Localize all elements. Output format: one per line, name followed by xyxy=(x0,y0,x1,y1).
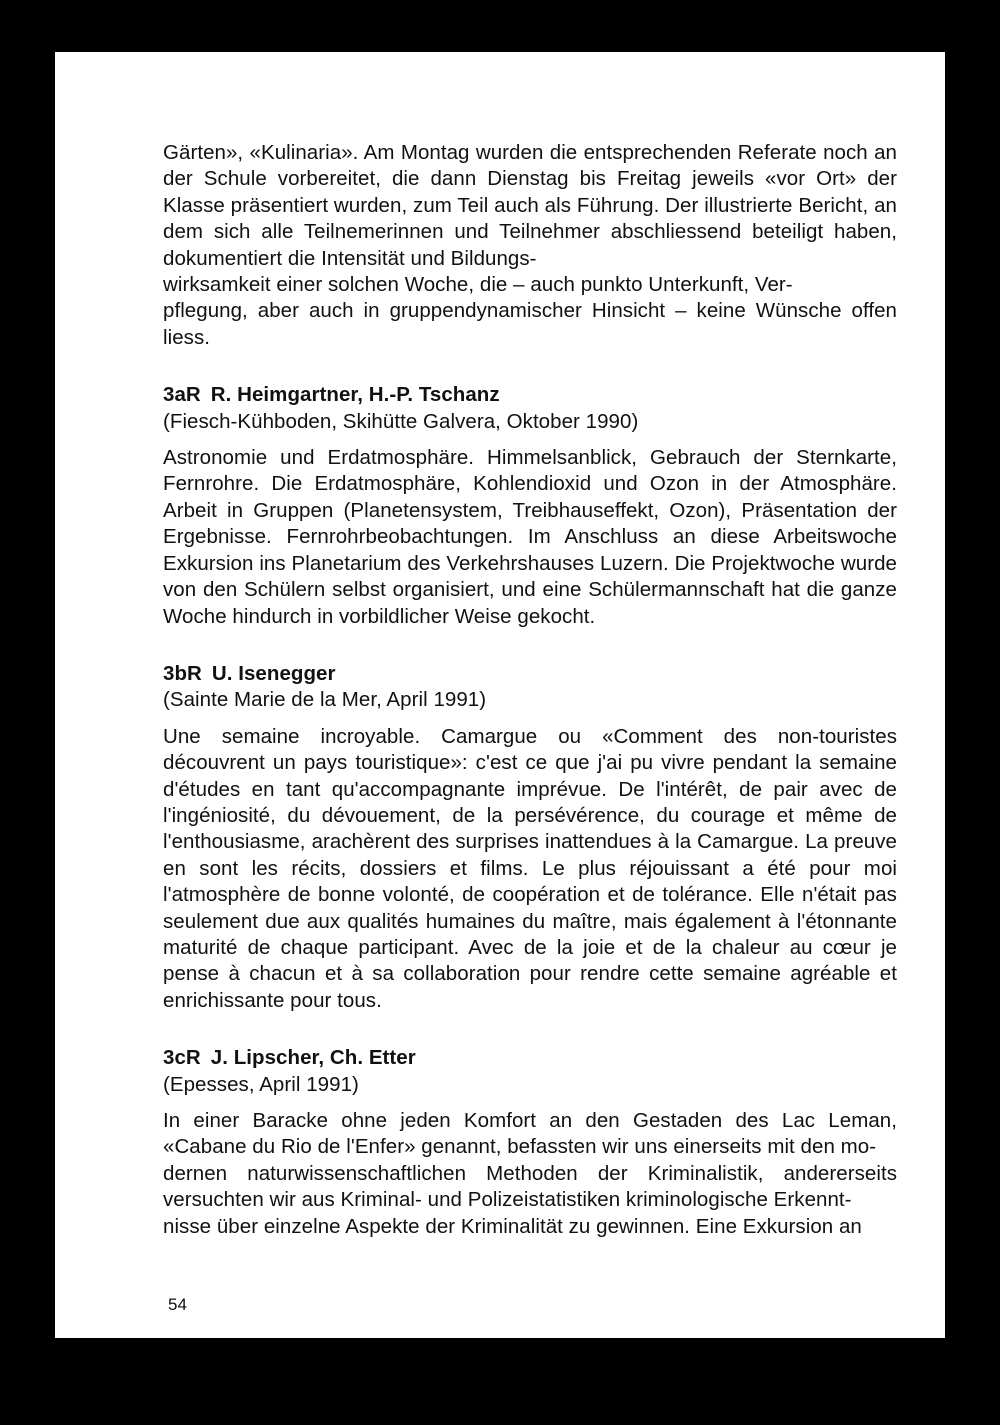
page-number: 54 xyxy=(168,1295,187,1314)
section-body: Une semaine incroyable. Camargue ou «Comment des non-touristes découvrent un pays touristique»: c'est ce que j'ai pu vivre pendant la semaine d'études en tant qu'accompagnante imprévue. De l'intérêt, de pair avec de l'ingéniosité, du dévouement, de la persévérence, du courage et même de l'enthousiasme, arachèrent des surprises inattendues à la Camargue. La preuve en sont les récits, dossiers et films. Le plus réjouissant a été pour moi l'atmosphère de bonne volonté, de coopération et de tolérance. Elle n'était pas seulement due aux qualités humaines du maître, mais également à l'étonnante maturité de chaque participant. Avec de la joie et de la chaleur au cœur je pense à chacun et à sa collaboration pour rendre cette semaine agréable et enrichissante pour tous. xyxy=(163,724,897,1012)
document-page xyxy=(55,52,945,1338)
class-code: 3cR xyxy=(163,1046,201,1070)
section-3cR xyxy=(163,1045,897,1240)
class-code: 3aR xyxy=(163,383,201,407)
section-3aR xyxy=(163,382,897,630)
section-heading xyxy=(163,382,897,408)
page-content xyxy=(163,140,897,1240)
location-date: (Fiesch-Kühboden, Skihütte Galvera, Oktober 1990) xyxy=(163,409,639,433)
section-heading xyxy=(163,1045,897,1071)
location-date: (Epesses, April 1991) xyxy=(163,1072,359,1096)
section-body: Astronomie und Erdatmosphäre. Himmelsanblick, Gebrauch der Sternkarte, Fernrohre. Die Erdatmosphäre, Kohlendioxid und Ozon in der Atmosphäre. Arbeit in Gruppen (Planetensystem, Treibhauseffekt, Ozon), Präsentation der Ergebnisse. Fernrohrbeobachtungen. Im Anschluss an diese Arbeitswoche Exkursion ins Planetarium des Verkehrshauses Luzern. Die Projektwoche wurde von den Schülern selbst organisiert, und eine Schülermannschaft hat die ganze Woche hindurch in vorbildlicher Weise gekocht. xyxy=(163,446,897,628)
teacher-names: U. Isenegger xyxy=(211,661,336,685)
teacher-names: J. Lipscher, Ch. Etter xyxy=(210,1046,416,1070)
location-date: (Sainte Marie de la Mer, April 1991) xyxy=(163,688,487,712)
section-body: In einer Baracke ohne jeden Komfort an den Gestaden des Lac Leman, «Cabane du Rio de l'Enfer» genannt, befassten wir uns einerseits mit den mo- dernen naturwissenschaftlichen Methoden der Kriminalistik, andererseits versuchten wir aus Kriminal- und Polizeistatistiken kriminologische Erkennt- nisse über einzelne Aspekte der Kriminalität zu gewinnen. Eine Exkursion an xyxy=(163,1109,897,1238)
section-heading xyxy=(163,661,897,687)
teacher-names: R. Heimgartner, H.-P. Tschanz xyxy=(210,383,500,407)
section-3bR xyxy=(163,661,897,1014)
class-code: 3bR xyxy=(163,661,202,685)
intro-paragraph: Gärten», «Kulinaria». Am Montag wurden die entsprechenden Referate noch an der Schule vorbereitet, die dann Dienstag bis Freitag jeweils «vor Ort» der Klasse präsentiert wurden, zum Teil auch als Führung. Der illustrierte Bericht, an dem sich alle Teilnemerinnen und Teilnehmer abschliessend beteiligt haben, dokumentiert die Intensität und Bildungs- wirksamkeit einer solchen Woche, die – auch punkto Unterkunft, Ver- pflegung, aber auch in gruppendynamischer Hinsicht – keine Wünsche offen liess. xyxy=(163,141,897,349)
